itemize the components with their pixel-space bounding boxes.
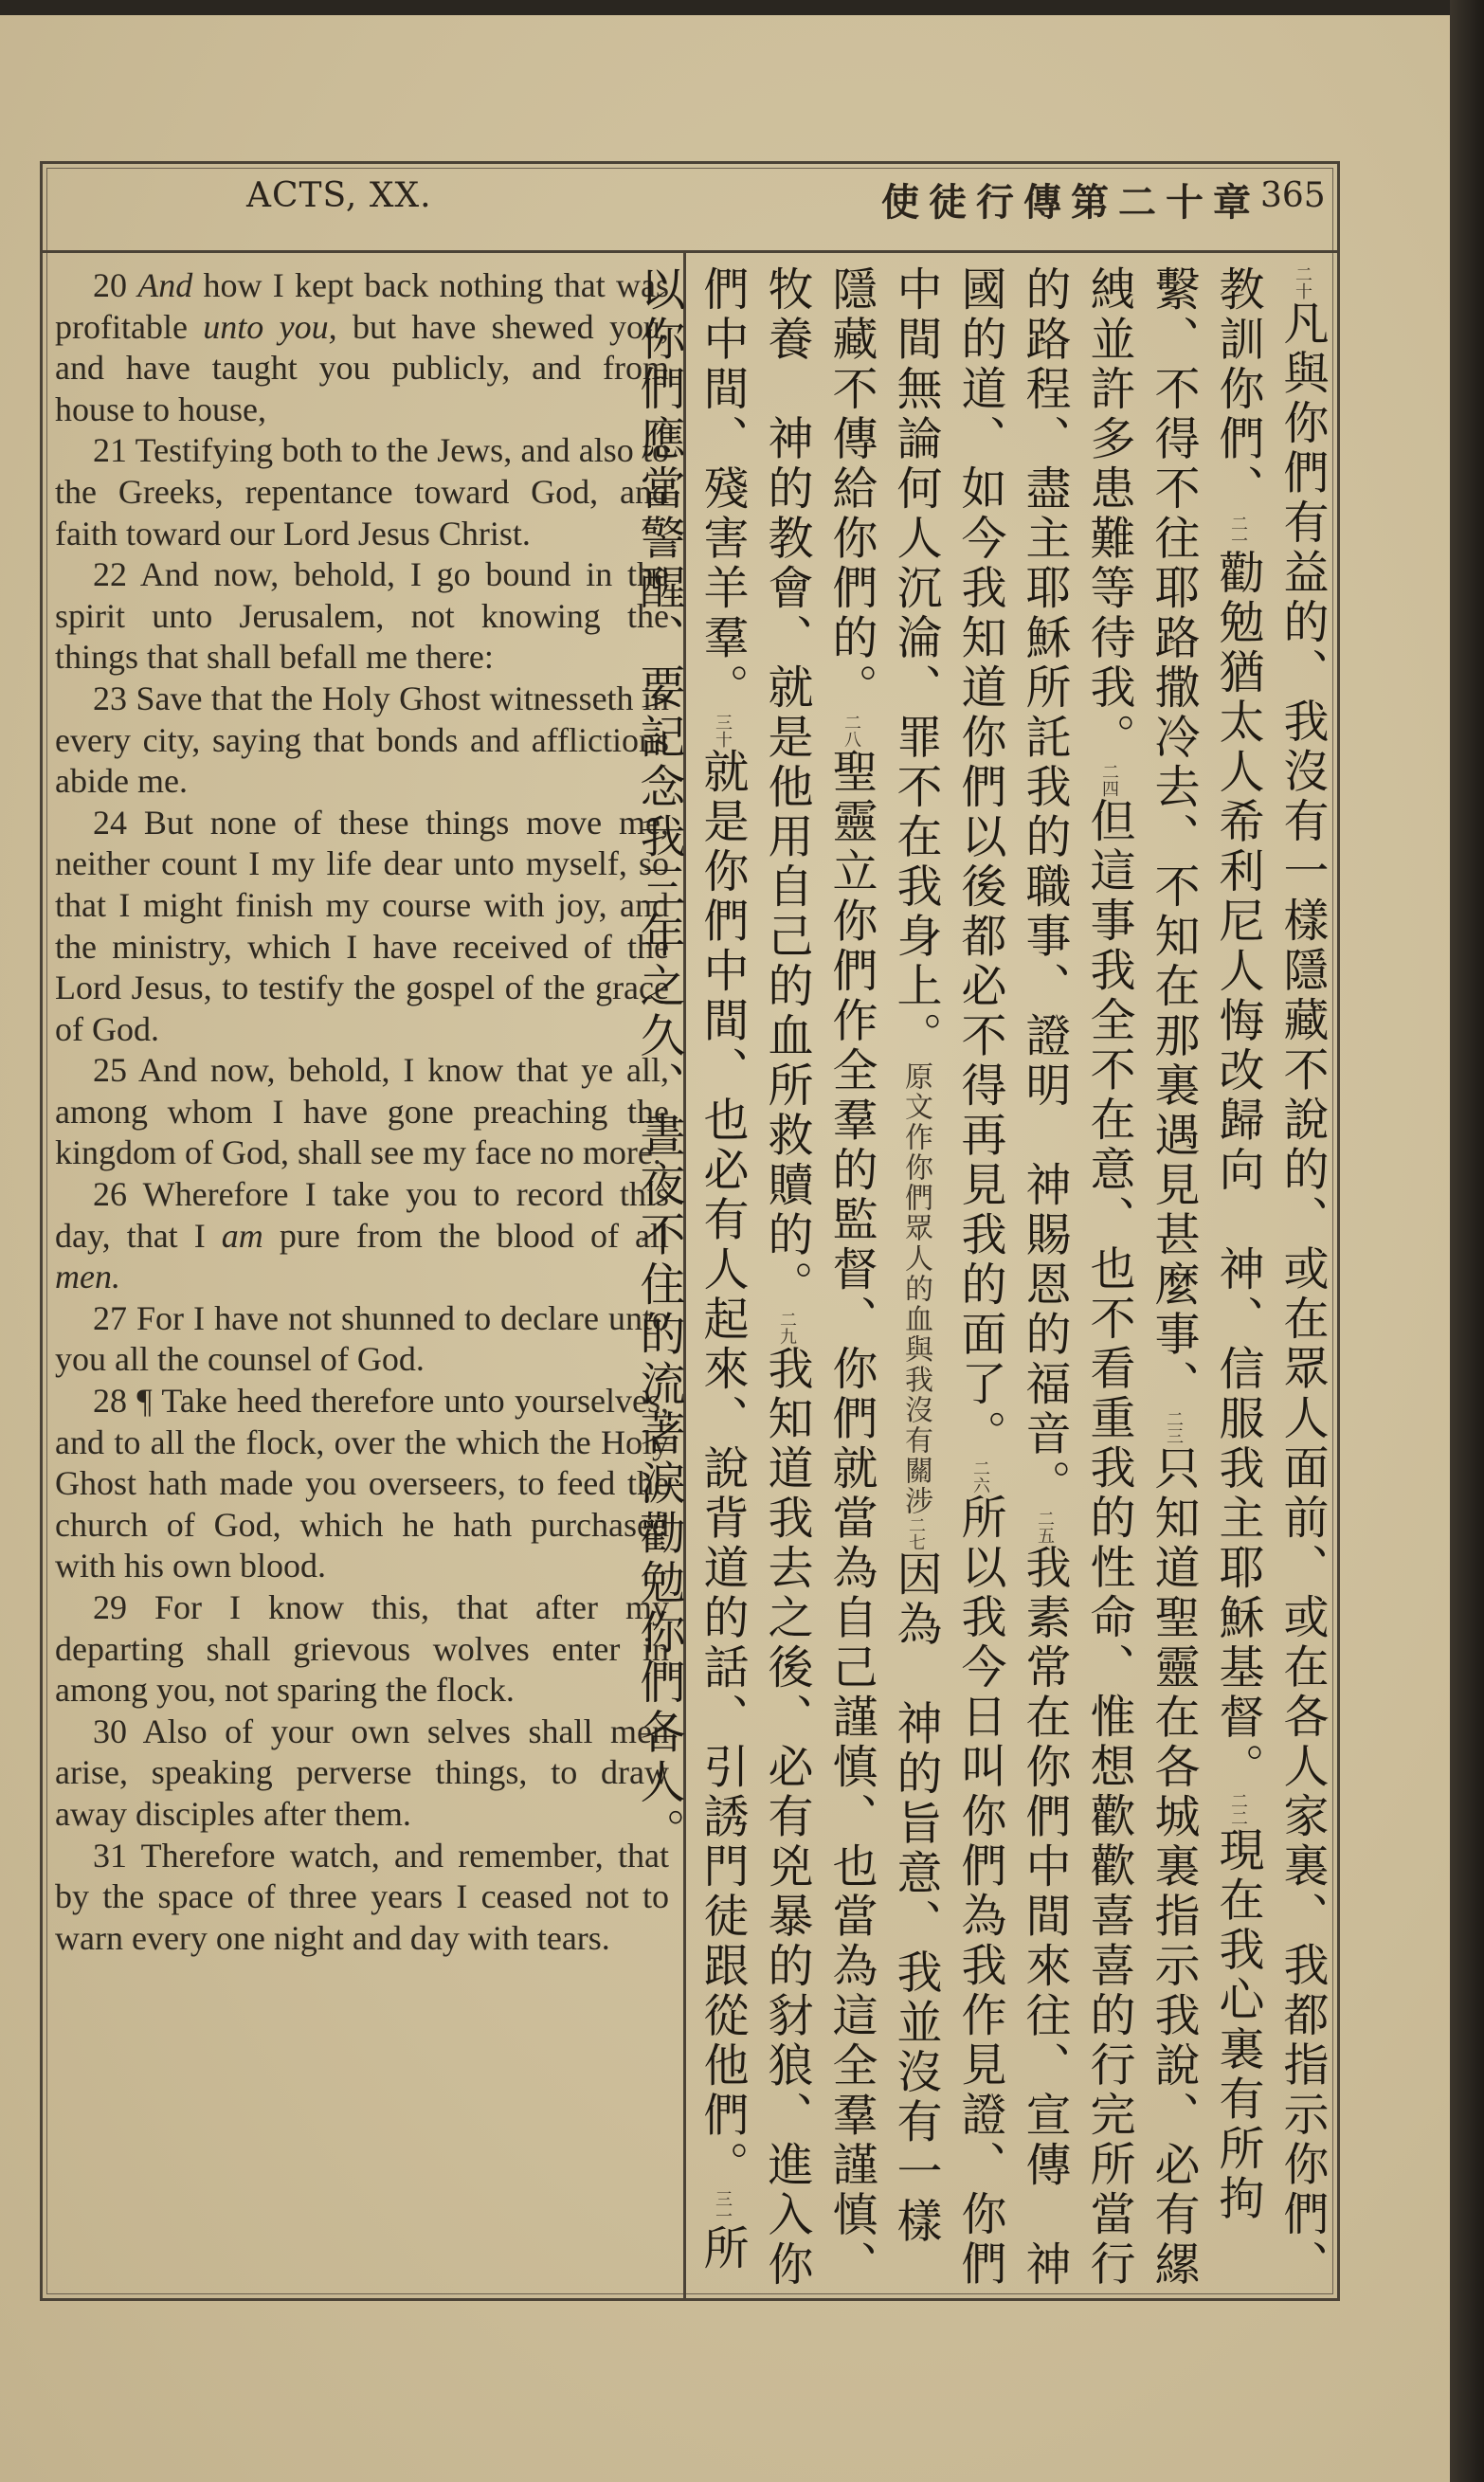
chinese-verse-number: 二九 — [777, 1310, 797, 1345]
english-verse-text: For I know this, that after my departing shall grievous wolves enter in among you, not sparing the flock. — [55, 1588, 669, 1710]
chinese-verse-text: 所以我今日叫你們為我作見證、你們中間無論何人沉淪、罪不在我身上。 — [889, 265, 1006, 2290]
english-verse — [55, 1587, 669, 1712]
chinese-footnote: 原文作你們眾人的血與我沒有關涉 — [899, 1061, 932, 1516]
english-verse-number: 30 — [93, 1712, 143, 1750]
chinese-verse-text: 但這事我全不在意、也不看重我的性命、惟想歡歡喜喜的行完所當行的路程、盡主耶穌所託我的職事、證明 神賜恩的福音。 — [1018, 265, 1135, 2290]
chinese-verse-text: 只知道聖靈在各城裏指示我說、必有縲絏並許多患難等待我。 — [1082, 265, 1200, 2290]
english-verse — [55, 1050, 669, 1174]
page-number: 365 — [1260, 176, 1326, 215]
english-verse — [55, 1298, 669, 1381]
english-verse-number: 22 — [93, 555, 140, 594]
english-verse — [55, 1836, 669, 1960]
english-verse — [55, 1712, 669, 1836]
english-column — [55, 265, 669, 1959]
chinese-verse-text: 勸勉猶太人希利尼人悔改歸向 神、信服我主耶穌基督。 — [1211, 548, 1264, 1792]
chinese-verse-text: 所以你們應當警醒、要記念我三年之久、晝夜不住的流著淚勸勉你們各人。 — [632, 265, 749, 2274]
chinese-verse-text: 我素常在你們中間來往、宣傳 神國的道、如今我知道你們以後都必不得再見我的面了。 — [953, 265, 1071, 2290]
english-verse-number: 26 — [93, 1175, 143, 1214]
english-verse-number: 29 — [93, 1588, 155, 1626]
chinese-verse-number: 二七 — [906, 1516, 926, 1550]
chinese-running-head: 使徒行傳第二十章 — [881, 181, 1260, 225]
chinese-verse-number: 二八 — [842, 713, 861, 748]
english-verse — [55, 554, 669, 679]
chinese-column — [632, 265, 1334, 2290]
chinese-verse-number: 三十 — [713, 713, 733, 748]
english-verse-text: ¶ Take heed therefore unto yourselves, and to all the flock, over the which the Holy Ghost hath made you overseers, to feed the church of God, which he hath purchased with his own blood. — [55, 1382, 669, 1585]
chinese-verse-number: 二五 — [1035, 1509, 1055, 1544]
chinese-verse-number: 二二 — [1228, 1792, 1248, 1826]
english-verse-text: But none of these things move me, neither count I my life dear unto myself, so that I might finish my course with joy, and the ministry, which I have received of the Lord Jesus, to testify the gospel of the grace of God. — [55, 803, 669, 1048]
chinese-verse — [1211, 515, 1264, 1793]
english-verse-text: Therefore watch, and remember, that by the space of three years I ceased not to warn every one night and day with tears. — [55, 1836, 669, 1957]
chinese-verse-number: 二四 — [1099, 763, 1119, 797]
chinese-verse-number: 二一 — [1228, 514, 1248, 549]
english-running-head: ACTS, XX. — [246, 176, 432, 215]
chinese-verse-number: 三一 — [713, 2190, 733, 2224]
english-verse-text: And now, behold, I go bound in the spirit unto Jerusalem, not knowing the things that shall befall me there: — [55, 555, 669, 677]
english-verse — [55, 1174, 669, 1298]
english-verse — [55, 1381, 669, 1587]
english-verse — [55, 679, 669, 803]
english-verse-text: And now, behold, I know that ye all, among whom I have gone preaching the kingdom of God, shall see my face no more. — [55, 1051, 670, 1172]
english-verse-text: Save that the Holy Ghost witnesseth in every city, saying that bonds and afflictions abide me. — [55, 679, 669, 801]
chinese-verse-text: 因為 神的旨意、我並沒有一樣隱藏不傳給你們的。 — [824, 265, 942, 2247]
chinese-verse-text: 聖靈立你們作全羣的監督、你們就當為自己謹慎、也當為這全羣謹慎、牧養 神的教會、就是他用自己的血所救贖的。 — [760, 265, 878, 2290]
english-verse-text: Wherefore I take you to record this day, that I am pure from the blood of all men. — [55, 1175, 669, 1296]
english-verse-text: And how I kept back nothing that was profitable unto you, but have shewed you, and have taught you publicly, and from house to house, — [55, 266, 669, 428]
english-verse-number: 28 — [93, 1382, 137, 1421]
chinese-verse-number: 二六 — [970, 1459, 990, 1494]
english-verse — [55, 265, 669, 430]
english-verse-number: 23 — [93, 679, 136, 717]
english-verse-number: 31 — [93, 1836, 141, 1875]
chinese-verse-number: 二三 — [1164, 1409, 1184, 1444]
chinese-verse-text: 就是你們中間、也必有人起來、說背道的話、引誘門徒跟從他們。 — [696, 747, 749, 2190]
english-verse-text: Testifying both to the Jews, and also to the Greeks, repentance toward God, and faith toward our Lord Jesus Christ. — [55, 431, 669, 553]
chinese-verse-text: 現在我心裏有所拘繫、不得不往耶路撒冷去、不知在那裏遇見甚麼事、 — [1147, 265, 1264, 2224]
book-spine — [1450, 0, 1484, 2482]
chinese-verse-text: 凡與你們有益的、我沒有一樣隱藏不說的、或在眾人面前、或在各人家裏、我都指示你們、教訓你們、 — [1211, 265, 1329, 2290]
chinese-verse — [696, 714, 749, 2191]
english-verse-number: 25 — [93, 1051, 138, 1090]
english-verse-number: 20 — [93, 266, 138, 304]
english-verse — [55, 430, 669, 554]
english-verse-number: 27 — [93, 1298, 137, 1337]
english-verse-text: Also of your own selves shall men arise, speaking perverse things, to draw away disciples after them. — [55, 1712, 669, 1833]
chinese-verse-text: 我知道我去之後、必有兇暴的豺狼、進入你們中間、殘害羊羣。 — [696, 265, 813, 2290]
english-verse-number: 21 — [93, 431, 136, 470]
english-verse-number: 24 — [93, 803, 144, 842]
header-rule — [40, 250, 1340, 253]
chinese-verse-number: 二十 — [1293, 265, 1312, 299]
english-verse-text: For I have not shunned to declare unto you all the counsel of God. — [55, 1298, 670, 1379]
english-verse — [55, 803, 669, 1051]
